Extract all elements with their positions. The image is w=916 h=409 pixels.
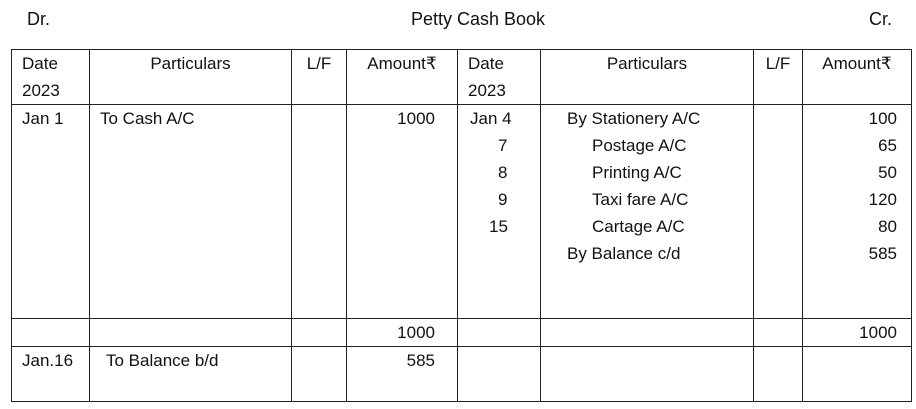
header-row xyxy=(12,50,912,105)
entries-row xyxy=(12,105,912,319)
credit-total: 1000 xyxy=(803,319,912,347)
balance-row xyxy=(12,347,912,402)
credit-particulars-header: Particulars xyxy=(541,50,754,105)
credit-lf-cell xyxy=(754,105,803,319)
credit-amount-header: Amount₹ xyxy=(803,50,912,105)
debit-amount-header: Amount₹ xyxy=(347,50,458,105)
debit-particulars-header: Particulars xyxy=(90,50,292,105)
credit-entry-amount: 585 xyxy=(868,244,897,263)
credit-entry-particulars: By Balance c/d xyxy=(567,244,681,263)
petty-cash-ledger-table xyxy=(11,49,912,402)
credit-entry-amount: 100 xyxy=(868,109,897,128)
credit-entry-date: 15 xyxy=(489,217,508,236)
credit-lf-header: L/F xyxy=(754,50,803,105)
credit-entry-date: 7 xyxy=(498,136,508,155)
balance-particulars: To Balance b/d xyxy=(90,347,292,402)
debit-entry-amount: 1000 xyxy=(397,109,435,128)
credit-entry-amount: 50 xyxy=(878,163,897,182)
debit-date-header: Date 2023 xyxy=(12,50,90,105)
credit-date-cell xyxy=(458,105,541,319)
credit-entry-date: 8 xyxy=(498,163,508,182)
page-title: Petty Cash Book xyxy=(410,9,546,29)
balance-amount: 585 xyxy=(347,347,458,402)
debit-side-label: Dr. xyxy=(27,9,51,29)
debit-particulars-cell xyxy=(90,105,292,319)
credit-entry-date: Jan 4 xyxy=(470,109,512,128)
debit-amount-cell xyxy=(347,105,458,319)
debit-entry-date: Jan 1 xyxy=(22,109,64,128)
credit-amount-cell xyxy=(803,105,912,319)
credit-side-label: Cr. xyxy=(869,9,893,29)
debit-entry-particulars: To Cash A/C xyxy=(100,109,195,128)
debit-lf-cell xyxy=(292,105,347,319)
credit-entry-particulars: Cartage A/C xyxy=(592,217,685,236)
balance-date: Jan.16 xyxy=(12,347,90,402)
credit-entry-date: 9 xyxy=(498,190,508,209)
credit-entry-particulars: By Stationery A/C xyxy=(567,109,701,128)
credit-date-header: Date 2023 xyxy=(458,50,541,105)
credit-entry-particulars: Postage A/C xyxy=(592,136,687,155)
totals-row xyxy=(12,319,912,347)
credit-entry-amount: 65 xyxy=(878,136,897,155)
credit-entry-amount: 80 xyxy=(878,217,897,236)
credit-entry-particulars: Taxi fare A/C xyxy=(592,190,689,209)
credit-particulars-cell xyxy=(541,105,754,319)
credit-entry-particulars: Printing A/C xyxy=(592,163,682,182)
debit-total: 1000 xyxy=(347,319,458,347)
debit-date-cell xyxy=(12,105,90,319)
credit-entry-amount: 120 xyxy=(868,190,897,209)
debit-lf-header: L/F xyxy=(292,50,347,105)
